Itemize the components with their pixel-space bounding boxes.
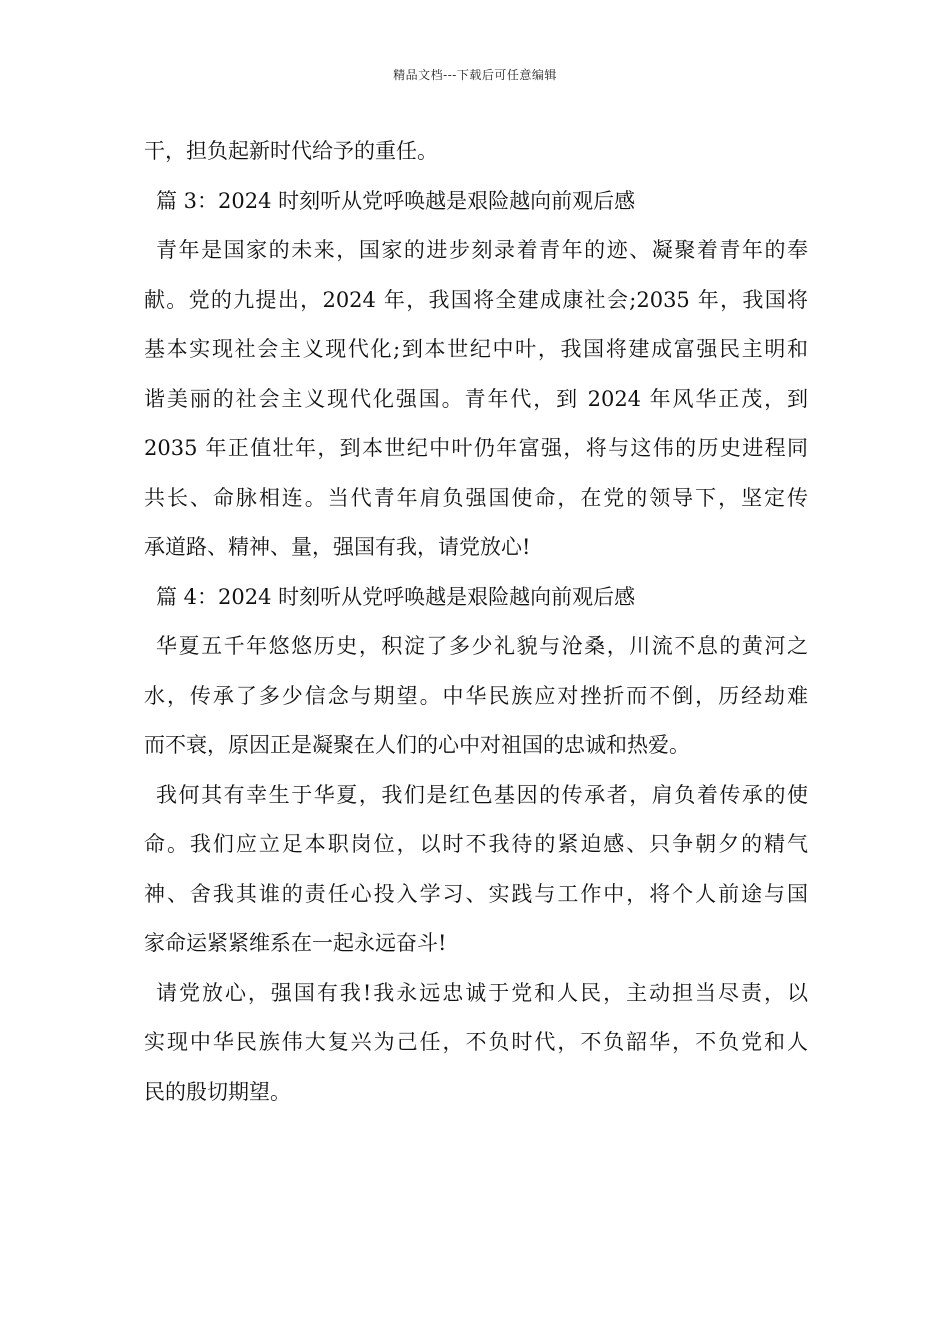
paragraph-line: 神、舍我其谁的责任心投入学习、实践与工作中，将个人前途与国	[144, 881, 808, 906]
paragraph-line: 华夏五千年悠悠历史，积淀了多少礼貌与沧桑，川流不息的黄河之	[156, 634, 808, 658]
paragraph-line: 承道路、精神、量，强国有我，请党放心!	[144, 535, 531, 559]
page-header: 精品文档---下载后可任意编辑	[393, 68, 557, 82]
paragraph-line: 命。我们应立足本职岗位，以时不我待的紧迫感、只争朝夕的精气	[144, 832, 808, 856]
paragraph-line: 我何其有幸生于华夏，我们是红色基因的传承者，肩负着传承的使	[156, 782, 808, 807]
paragraph-line: 而不衰，原因正是凝聚在人们的心中对祖国的忠诚和热爱。	[144, 733, 690, 757]
paragraph-line: 献。党的九提出，2024 年，我国将全建成康社会;2035 年，我国将	[144, 287, 808, 312]
paragraph-line: 基本实现社会主义现代化;到本世纪中叶，我国将建成富强民主明和	[144, 337, 808, 361]
section-heading: 篇 3：2024 时刻听从党呼唤越是艰险越向前观后感	[156, 188, 636, 213]
paragraph-line: 共长、命脉相连。当代青年肩负强国使命，在党的领导下，坚定传	[144, 485, 808, 510]
paragraph-line: 请党放心，强国有我!我永远忠诚于党和人民，主动担当尽责，以	[156, 980, 808, 1005]
paragraph-line: 民的殷切期望。	[144, 1079, 291, 1104]
document-body	[144, 127, 808, 1117]
paragraph-line: 实现中华民族伟大复兴为己任，不负时代，不负韶华，不负党和人	[144, 1030, 808, 1054]
paragraph-line: 家命运紧紧维系在一起永远奋斗!	[144, 931, 447, 955]
paragraph-line: 2035 年正值壮年，到本世纪中叶仍年富强，将与这伟的历史进程同	[144, 436, 808, 460]
text-line: 干，担负起新时代给予的重任。	[144, 139, 438, 163]
paragraph-line: 谐美丽的社会主义现代化强国。青年代，到 2024 年风华正茂，到	[144, 386, 808, 411]
section-heading: 篇 4：2024 时刻听从党呼唤越是艰险越向前观后感	[156, 584, 636, 609]
paragraph-line: 水，传承了多少信念与期望。中华民族应对挫折而不倒，历经劫难	[144, 683, 808, 708]
paragraph-line: 青年是国家的未来，国家的进步刻录着青年的迹、凝聚着青年的奉	[156, 238, 808, 262]
